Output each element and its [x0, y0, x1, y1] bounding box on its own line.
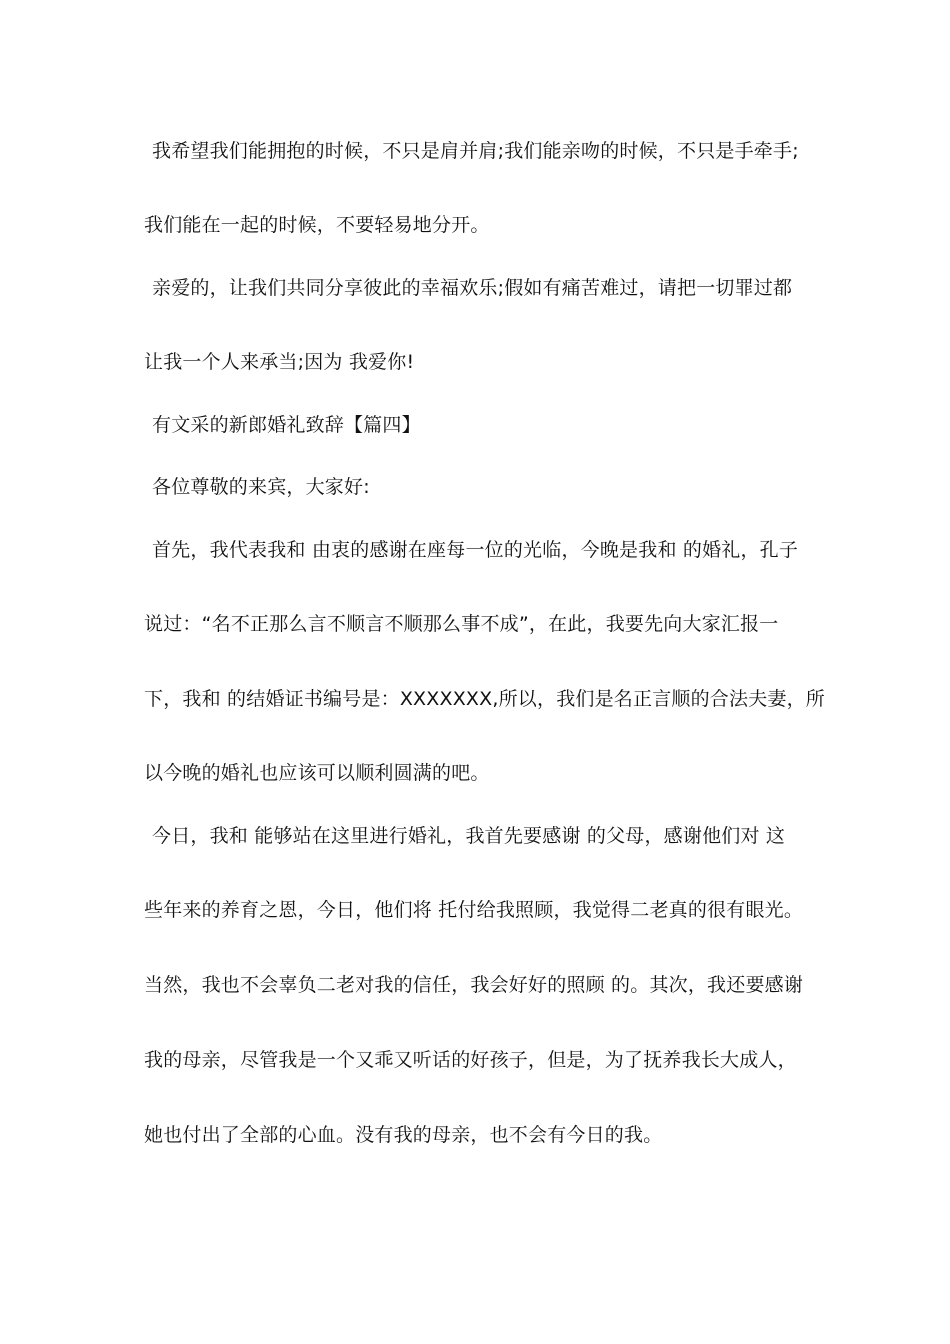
text-line: 首先，我代表我和 由衷的感谢在座每一位的光临，今晚是我和 的婚礼，孔子 [152, 539, 799, 561]
text-line: 我希望我们能拥抱的时候，不只是肩并肩;我们能亲吻的时候，不只是手牵手; [152, 140, 799, 162]
text-line: 我的母亲，尽管我是一个又乖又听话的好孩子，但是，为了抚养我长大成人， [144, 1049, 797, 1071]
text-line: 她也付出了全部的心血。没有我的母亲，也不会有今日的我。 [144, 1124, 663, 1146]
text-line: 我们能在一起的时候，不要轻易地分开。 [144, 214, 490, 236]
text-line: 让我一个人来承当;因为 我爱你! [144, 351, 415, 373]
text-line: 以今晚的婚礼也应该可以顺利圆满的吧。 [144, 762, 490, 784]
text-line: 下，我和 的结婚证书编号是：XXXXXXX,所以，我们是名正言顺的合法夫妻，所 [144, 688, 825, 710]
text-line: 些年来的养育之恩，今日，他们将 托付给我照顾，我觉得二老真的很有眼光。 [144, 899, 804, 921]
section-heading: 有文采的新郎婚礼致辞【篇四】 [152, 414, 421, 436]
greeting-line: 各位尊敬的来宾，大家好: [152, 476, 370, 498]
text-line: 亲爱的，让我们共同分享彼此的幸福欢乐;假如有痛苦难过，请把一切罪过都 [152, 277, 793, 299]
text-line: 说过：“名不正那么言不顺言不顺那么事不成”，在此，我要先向大家汇报一 [144, 613, 779, 635]
text-line: 今日，我和 能够站在这里进行婚礼，我首先要感谢 的父母，感谢他们对 这 [152, 825, 786, 847]
text-line: 当然，我也不会辜负二老对我的信任，我会好好的照顾 的。其次，我还要感谢 [144, 974, 804, 996]
